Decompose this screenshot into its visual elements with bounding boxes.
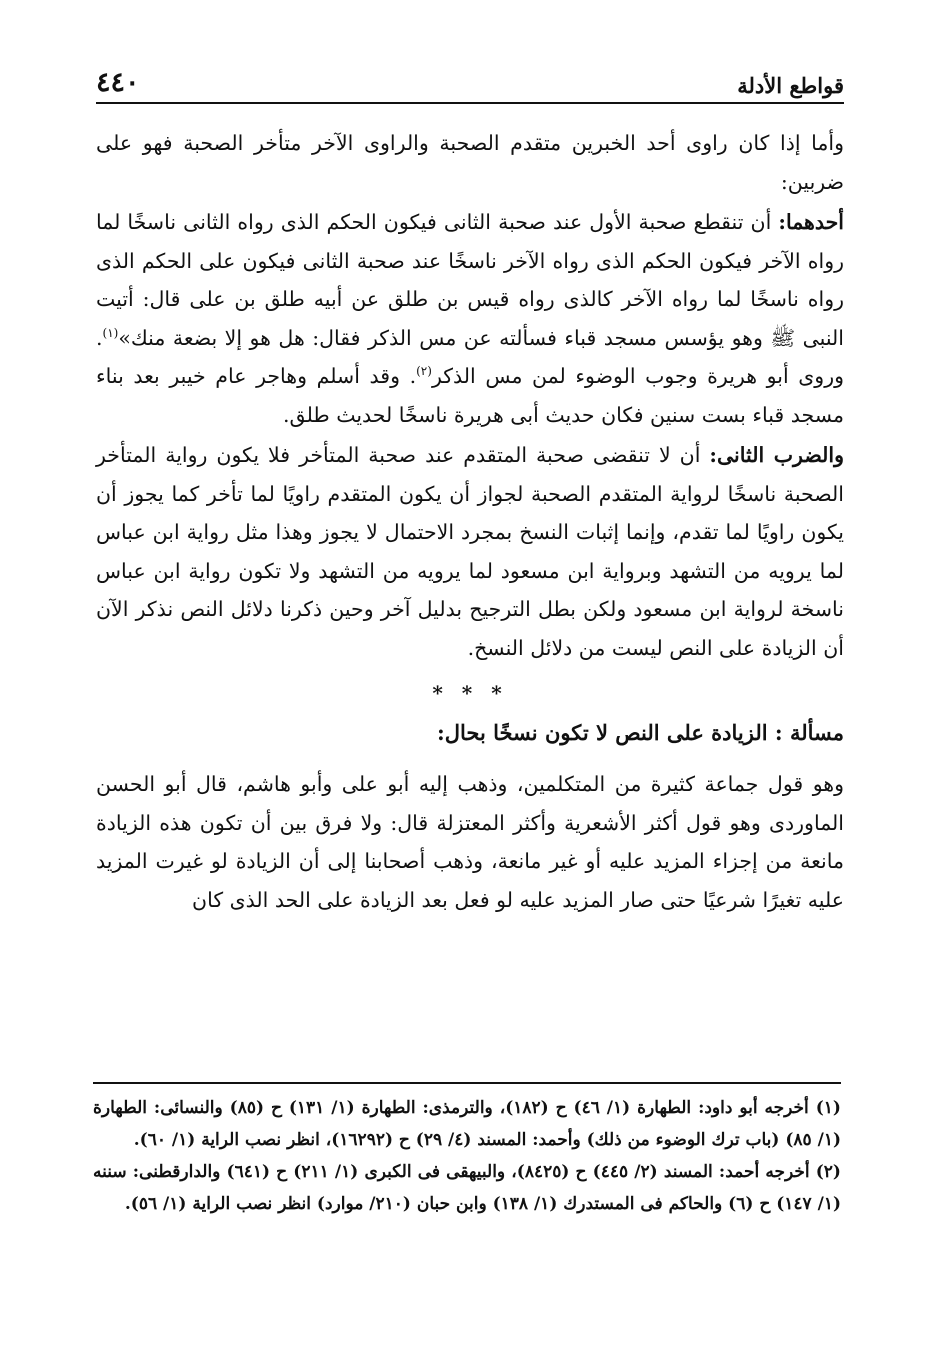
paragraph-second-type-text: أن لا تنقضى صحبة المتقدم عند صحبة المتأخر فلا يكون رواية المتأخر الصحبة ناسخًا لرواية المتقدم الصحبة لجواز أن يكون المتقدم راويًا لما تأخر كما يجوز أن يكون راويًا لما تقدم، وإنما إثبات النسخ بمجرد الاحتمال لا يجوز وهذا مثل رواية ابن عباس لما يرويه من التشهد وبرواية ابن مسعود لما يرويه من التشهد ولا تكون رواية ابن عباس ناسخة لرواية ابن مسعود ولكن بطل الترجيح بدليل آخر وحين ذكرنا دلائل النص نذكر الآن أن الزيادة على النص ليست من دلائل النسخ. bbox=[96, 443, 844, 660]
footnote-1: (١) أخرجه أبو داود: الطهارة (١/ ٤٦) ح (١٨٢)، والترمذى: الطهارة (١/ ١٣١) ح (٨٥) والنسائى: الطهارة (١/ ٨٥) (باب ترك الوضوء من ذلك) وأحمد: المسند (٤/ ٢٩) ح (١٦٢٩٢)، انظر نصب الراية (١/ ٦٠). bbox=[93, 1098, 841, 1150]
paragraph-lead: والضرب الثانى: bbox=[709, 443, 844, 467]
page-number: ٤٤٠ bbox=[96, 67, 140, 98]
paragraph-intro bbox=[96, 124, 844, 201]
running-header-title: قواطع الأدلة bbox=[737, 73, 844, 98]
footnote-ref-1[interactable]: (١) bbox=[102, 325, 119, 340]
footnote-2: (٢) أخرجه أحمد: المسند (٢/ ٤٤٥) ح (٨٤٢٥)، والبيهقى فى الكبرى (١/ ٢١١) ح (٦٤١) والدارقطنى: سننه (١/ ١٤٧) ح (٦) والحاكم فى المستدرك (١/ ١٣٨) وابن حبان (٢١٠/ موارد) انظر نصب الراية (١/ ٥٦). bbox=[93, 1162, 841, 1214]
paragraph-intro-text: وأما إذا كان راوى أحد الخبرين متقدم الصحبة والراوى الآخر متأخر الصحبة فهو على ضربين: bbox=[96, 131, 844, 194]
paragraph-second-type bbox=[96, 436, 844, 667]
paragraph-lead: أحدهما: bbox=[778, 210, 844, 234]
footnote-ref-2[interactable]: (٢) bbox=[416, 364, 432, 379]
paragraph-first-type-text: أن تنقطع صحبة الأول عند صحبة الثانى فيكون الحكم الذى رواه الثانى ناسخًا لما رواه الآخر فيكون الحكم الذى رواه الآخر ناسخًا عند صحبة الثانى فيكون على الحكم الذى رواه ناسخًا لما رواه الآخر كالذى رواه قيس بن طلق عن أبيه طلق بن على قال: أتيت النبى ﷺ وهو يؤسس مسجد قباء فسألته عن مس الذكر فقال: هل هو إلا بضعة منك» bbox=[96, 210, 844, 350]
paragraph-section-text: وهو قول جماعة كثيرة من المتكلمين، وذهب إليه أبو على وأبو هاشم، قال أبو الحسن الماوردى وهو قول أكثر الأشعرية وأكثر المعتزلة قال: ولا فرق بين أن تكون هذه الزيادة مانعة من إجزاء المزيد عليه أو غير مانعة، وذهب أصحابنا إلى أن الزيادة لو غيرت المزيد عليه تغيرًا شرعيًا حتى صار المزيد عليه لو فعل بعد الزيادة على الحد الذى كان bbox=[96, 772, 844, 912]
paragraph-first-type-text-end: . وقد أسلم وهاجر عام خيبر بعد بناء مسجد قباء بست سنين فكان حديث أبى هريرة ناسخًا لحديث طلق. bbox=[96, 364, 844, 427]
book-page bbox=[96, 58, 844, 919]
running-header bbox=[96, 58, 844, 104]
section-separator: * * * bbox=[432, 681, 508, 705]
section-heading: مسألة : الزيادة على النص لا تكون نسخًا بحال: bbox=[436, 720, 844, 745]
main-text bbox=[96, 124, 844, 919]
footnotes bbox=[93, 1092, 841, 1220]
paragraph-section bbox=[96, 765, 844, 919]
paragraph-first-type-text-mid: . وروى أبو هريرة وجوب الوضوء لمن مس الذكر bbox=[96, 325, 844, 388]
paragraph-first-type bbox=[96, 203, 844, 434]
footnote-divider bbox=[93, 1082, 841, 1084]
